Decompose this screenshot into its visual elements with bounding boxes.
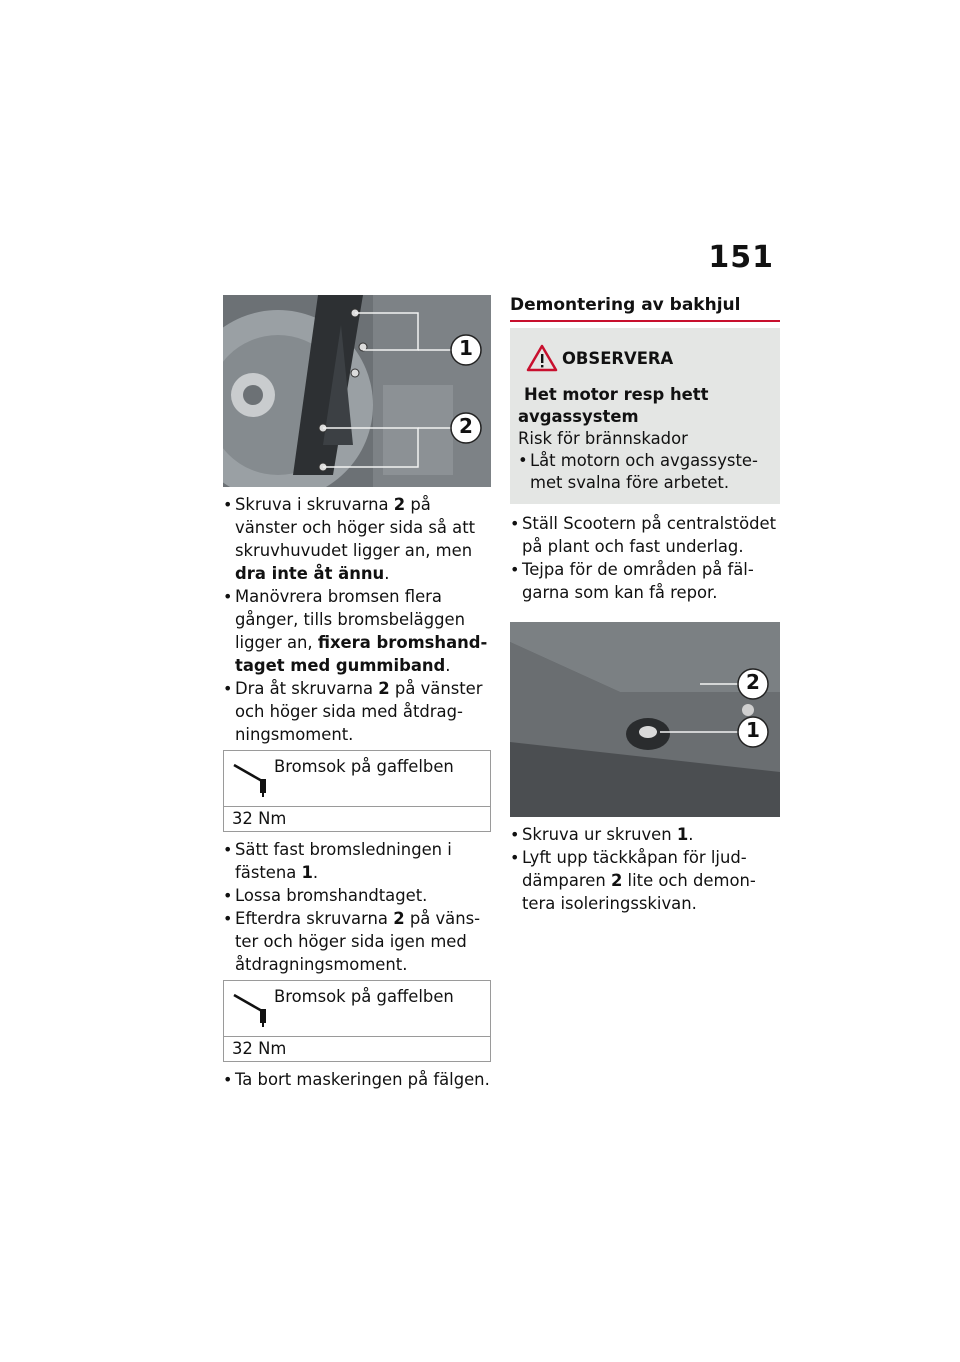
figure-muffler-cover bbox=[510, 622, 780, 817]
notice-hazard: Het motor resp hett avgassystem bbox=[518, 385, 709, 426]
right-column bbox=[510, 295, 780, 915]
list-item: • Efterdra skruvarna 2 på vänster och höger sida igen med åtdragningsmoment. bbox=[223, 907, 491, 976]
notice-consequence: Risk för brännskador bbox=[518, 429, 688, 448]
steps-list-b bbox=[223, 838, 491, 976]
torque-wrench-icon bbox=[232, 991, 272, 1033]
page-number: 151 bbox=[708, 240, 774, 275]
notice-box bbox=[510, 328, 780, 504]
list-item: • Dra åt skruvarna 2 på vänster och höger sida med åtdragningsmoment. bbox=[223, 677, 491, 746]
notice-action: • Låt motorn och avgassystemet svalna före arbetet. bbox=[518, 450, 770, 494]
figure2-callout-1: 1 bbox=[746, 718, 760, 742]
torque-label: Bromsok på gaffelben bbox=[274, 987, 454, 1006]
list-item: • Ställ Scootern på centralstödet på plant och fast underlag. bbox=[510, 512, 780, 558]
torque-spec-box bbox=[223, 980, 491, 1062]
torque-spec-box bbox=[223, 750, 491, 832]
figure1-callout-1: 1 bbox=[459, 336, 473, 360]
list-item: • Skruva i skruvarna 2 på vänster och höger sida så att skruvhuvudet ligger an, men dra inte åt ännu. bbox=[223, 493, 491, 585]
list-item: • Sätt fast bromsledningen i fästena 1. bbox=[223, 838, 491, 884]
steps-list-d bbox=[510, 512, 780, 604]
torque-wrench-icon bbox=[232, 761, 272, 803]
warning-triangle-icon bbox=[526, 344, 558, 378]
torque-value: 32 Nm bbox=[232, 809, 287, 828]
notice-title: OBSERVERA bbox=[562, 349, 674, 368]
steps-list-e bbox=[510, 823, 780, 915]
steps-list-c bbox=[223, 1068, 491, 1091]
section-title: Demontering av bakhjul bbox=[510, 295, 780, 322]
left-column bbox=[223, 295, 491, 1091]
list-item: • Manövrera bromsen flera gånger, tills bromsbeläggen ligger an, fixera bromshandtaget med gummiband. bbox=[223, 585, 491, 677]
torque-label: Bromsok på gaffelben bbox=[274, 757, 454, 776]
list-item: • Tejpa för de områden på fälgarna som kan få repor. bbox=[510, 558, 780, 604]
figure2-callout-2: 2 bbox=[746, 670, 760, 694]
list-item: • Ta bort maskeringen på fälgen. bbox=[223, 1068, 491, 1091]
torque-value: 32 Nm bbox=[232, 1039, 287, 1058]
list-item: • Skruva ur skruven 1. bbox=[510, 823, 780, 846]
figure-brake-caliper bbox=[223, 295, 491, 487]
steps-list-a bbox=[223, 493, 491, 746]
list-item: • Lossa bromshandtaget. bbox=[223, 884, 491, 907]
figure1-callout-2: 2 bbox=[459, 414, 473, 438]
list-item: • Lyft upp täckkåpan för ljuddämparen 2 lite och demontera isoleringsskivan. bbox=[510, 846, 780, 915]
